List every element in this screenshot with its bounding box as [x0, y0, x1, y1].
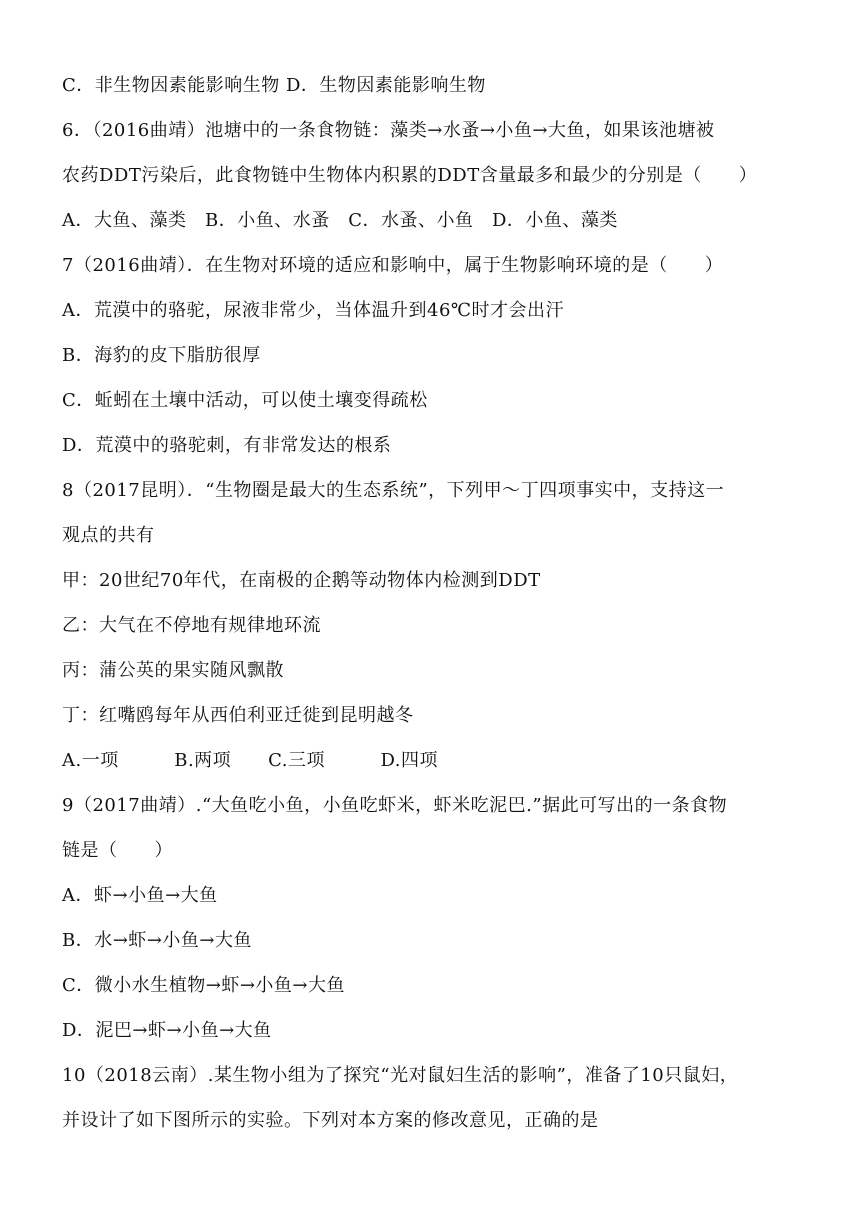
- text-line: 甲：20世纪70年代，在南极的企鹅等动物体内检测到DDT: [62, 570, 541, 591]
- text-line: 农药DDT污染后，此食物链中生物体内积累的DDT含量最多和最少的分别是（ ）: [62, 165, 758, 186]
- text-line: 乙：大气在不停地有规律地环流: [62, 615, 321, 636]
- text-line: B．水→虾→小鱼→大鱼: [62, 930, 252, 951]
- text-line: A.一项 B.两项 C.三项 D.四项: [62, 750, 439, 771]
- text-line: D．荒漠中的骆驼刺，有非常发达的根系: [62, 435, 392, 456]
- text-line: C．非生物因素能影响生物 D．生物因素能影响生物: [62, 75, 486, 96]
- text-line: 并设计了如下图所示的实验。下列对本方案的修改意见，正确的是: [62, 1110, 599, 1131]
- text-line: 链是（ ）: [62, 840, 173, 861]
- text-line: B．海豹的皮下脂肪很厚: [62, 345, 261, 366]
- text-line: 丙：蒲公英的果实随风飘散: [62, 660, 284, 681]
- text-line: 10（2018云南）.某生物小组为了探究“光对鼠妇生活的影响”，准备了10只鼠妇，: [62, 1065, 739, 1086]
- text-line: 观点的共有: [62, 525, 155, 546]
- text-line: 8（2017昆明）．“生物圈是最大的生态系统”，下列甲～丁四项事实中，支持这一: [62, 480, 725, 501]
- text-line: A．大鱼、藻类 B．小鱼、水蚤 C．水蚤、小鱼 D．小鱼、藻类: [62, 210, 618, 231]
- text-line: C．微小水生植物→虾→小鱼→大鱼: [62, 975, 346, 996]
- text-line: D．泥巴→虾→小鱼→大鱼: [62, 1020, 272, 1041]
- text-line: 6．（2016曲靖）池塘中的一条食物链：藻类→水蚤→小鱼→大鱼，如果该池塘被: [62, 120, 715, 141]
- text-line: A．荒漠中的骆驼，尿液非常少，当体温升到46℃时才会出汗: [62, 300, 565, 321]
- text-line: 7（2016曲靖）．在生物对环境的适应和影响中，属于生物影响环境的是（ ）: [62, 255, 724, 276]
- text-line: 9（2017曲靖）.“大鱼吃小鱼，小鱼吃虾米，虾米吃泥巴.”据此可写出的一条食物: [62, 795, 728, 816]
- text-line: A．虾→小鱼→大鱼: [62, 885, 218, 906]
- text-line: C．蚯蚓在土壤中活动，可以使土壤变得疏松: [62, 390, 428, 411]
- text-line: 丁：红嘴鸥每年从西伯利亚迁徙到昆明越冬: [62, 705, 414, 726]
